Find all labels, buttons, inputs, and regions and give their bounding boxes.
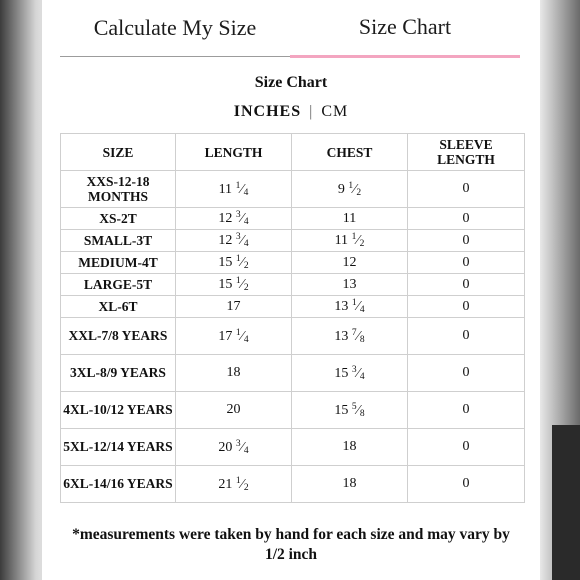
cell-size: SMALL-3T <box>61 230 176 252</box>
value-whole: 20 <box>218 439 233 455</box>
size-chart-panel <box>42 0 540 580</box>
value-whole: 17 <box>226 298 241 314</box>
value-numerator: 7 <box>351 327 357 338</box>
cell-size: 4XL-10/12 YEARS <box>61 392 176 429</box>
right-background-dark <box>552 425 580 580</box>
tab-bar <box>60 0 520 58</box>
value-numerator: 1 <box>351 232 357 242</box>
cell-chest <box>292 252 408 274</box>
value-whole: 13 <box>334 299 349 314</box>
table-body <box>61 171 525 503</box>
cell-size: 5XL-12/14 YEARS <box>61 429 176 466</box>
cell-chest <box>292 429 408 466</box>
table-row <box>61 296 525 318</box>
cell-size: MEDIUM-4T <box>61 252 176 274</box>
value-whole: 11 <box>342 210 357 226</box>
cell-size: 3XL-8/9 YEARS <box>61 355 176 392</box>
value-whole: 12 <box>218 211 233 226</box>
cell-length: 11 $^1⁄_4$ <box>176 171 292 208</box>
tab-calculate-my-size[interactable]: Calculate My Size <box>60 0 290 57</box>
value-numerator: 1 <box>348 180 354 191</box>
cell-length: 15 $^1⁄_2$ <box>176 274 292 296</box>
value-whole: 18 <box>342 476 357 491</box>
value-denominator: 4 <box>243 217 249 227</box>
unit-separator: | <box>309 103 314 120</box>
cell-size: XXL-7/8 YEARS <box>61 318 176 355</box>
value-whole: 13 <box>334 328 349 344</box>
cell-sleeve-length: 0 <box>408 208 525 230</box>
cell-sleeve-length: 0 <box>408 392 525 429</box>
cell-chest: 13 $^7⁄_8$ <box>292 318 408 355</box>
value-denominator: 4 <box>243 334 249 345</box>
cell-size: XL-6T <box>61 296 176 318</box>
value-denominator: 4 <box>359 305 365 315</box>
cell-chest: 11 $^1⁄_2$ <box>292 230 408 252</box>
cell-length: 15 $^1⁄_2$ <box>176 252 292 274</box>
value-whole: 21 <box>218 476 233 492</box>
cell-length <box>176 296 292 318</box>
cell-chest: 13 $^1⁄_4$ <box>292 296 408 318</box>
value-numerator: 3 <box>235 232 241 242</box>
value-denominator: 2 <box>243 482 249 493</box>
cell-length <box>176 392 292 429</box>
table-row <box>61 252 525 274</box>
page-title: Size Chart <box>254 74 328 91</box>
cell-sleeve-length: 0 <box>408 230 525 252</box>
cell-length: 12 $^3⁄_4$ <box>176 208 292 230</box>
cell-chest: 15 $^5⁄_8$ <box>292 392 408 429</box>
measurement-footnote: *measurements were taken by hand for each size and may vary by 1/2 inch <box>72 526 510 563</box>
value-numerator: 1 <box>235 475 241 486</box>
table-row <box>61 274 525 296</box>
unit-cm[interactable]: CM <box>321 103 349 120</box>
size-table <box>60 133 525 503</box>
value-denominator: 4 <box>243 445 249 456</box>
value-numerator: 1 <box>235 276 241 286</box>
value-whole: 20 <box>226 402 241 417</box>
table-header-row <box>61 134 525 171</box>
header-size: SIZE <box>61 134 176 171</box>
value-whole: 15 <box>334 365 349 381</box>
value-whole: 18 <box>342 439 357 454</box>
cell-chest: 15 $^3⁄_4$ <box>292 355 408 392</box>
cell-sleeve-length: 0 <box>408 296 525 318</box>
value-whole: 12 <box>342 254 357 270</box>
tab-size-chart[interactable]: Size Chart <box>290 0 520 58</box>
table-row <box>61 171 525 208</box>
header-chest: CHEST <box>292 134 408 171</box>
value-denominator: 2 <box>359 239 365 249</box>
cell-sleeve-length: 0 <box>408 252 525 274</box>
value-numerator: 3 <box>351 364 357 375</box>
value-whole: 9 <box>337 181 345 197</box>
value-numerator: 5 <box>351 401 357 412</box>
value-whole: 15 <box>334 402 349 418</box>
table-row <box>61 392 525 429</box>
value-denominator: 2 <box>243 261 249 271</box>
cell-length: 12 $^3⁄_4$ <box>176 230 292 252</box>
cell-length: 21 $^1⁄_2$ <box>176 466 292 503</box>
cell-length: 17 $^1⁄_4$ <box>176 318 292 355</box>
cell-size: 6XL-14/16 YEARS <box>61 466 176 503</box>
value-whole: 17 <box>218 328 233 344</box>
cell-length: 20 $^3⁄_4$ <box>176 429 292 466</box>
value-numerator: 1 <box>235 254 241 264</box>
value-denominator: 2 <box>243 283 249 293</box>
value-whole: 15 <box>218 255 233 270</box>
value-whole: 12 <box>218 233 233 248</box>
value-denominator: 4 <box>243 187 249 198</box>
cell-sleeve-length: 0 <box>408 355 525 392</box>
value-numerator: 1 <box>235 180 241 191</box>
header-length: LENGTH <box>176 134 292 171</box>
unit-toggle <box>42 103 540 121</box>
cell-length <box>176 355 292 392</box>
value-numerator: 1 <box>351 298 357 308</box>
cell-size: XXS-12-18 MONTHS <box>61 171 176 208</box>
value-denominator: 8 <box>359 408 365 419</box>
table-row <box>61 466 525 503</box>
table-row <box>61 230 525 252</box>
cell-size: LARGE-5T <box>61 274 176 296</box>
cell-sleeve-length: 0 <box>408 318 525 355</box>
cell-sleeve-length: 0 <box>408 274 525 296</box>
cell-chest <box>292 274 408 296</box>
value-numerator: 3 <box>235 210 241 220</box>
table-row <box>61 208 525 230</box>
value-whole: 11 <box>334 233 349 248</box>
value-denominator: 4 <box>359 371 365 382</box>
cell-chest <box>292 208 408 230</box>
table-row <box>61 355 525 392</box>
value-whole: 18 <box>226 365 241 380</box>
value-denominator: 8 <box>359 334 365 345</box>
value-whole: 11 <box>218 181 233 197</box>
cell-sleeve-length: 0 <box>408 429 525 466</box>
value-numerator: 1 <box>235 327 241 338</box>
unit-inches[interactable]: INCHES <box>233 103 302 120</box>
header-sleeve-length: SLEEVE LENGTH <box>408 134 525 171</box>
value-denominator: 4 <box>243 239 249 249</box>
cell-size: XS-2T <box>61 208 176 230</box>
value-whole: 13 <box>342 276 357 292</box>
value-whole: 15 <box>218 277 233 292</box>
cell-sleeve-length: 0 <box>408 466 525 503</box>
cell-chest <box>292 466 408 503</box>
cell-sleeve-length: 0 <box>408 171 525 208</box>
value-numerator: 3 <box>235 438 241 449</box>
value-denominator: 2 <box>356 187 362 198</box>
table-row <box>61 429 525 466</box>
cell-chest: 9 $^1⁄_2$ <box>292 171 408 208</box>
table-row <box>61 318 525 355</box>
